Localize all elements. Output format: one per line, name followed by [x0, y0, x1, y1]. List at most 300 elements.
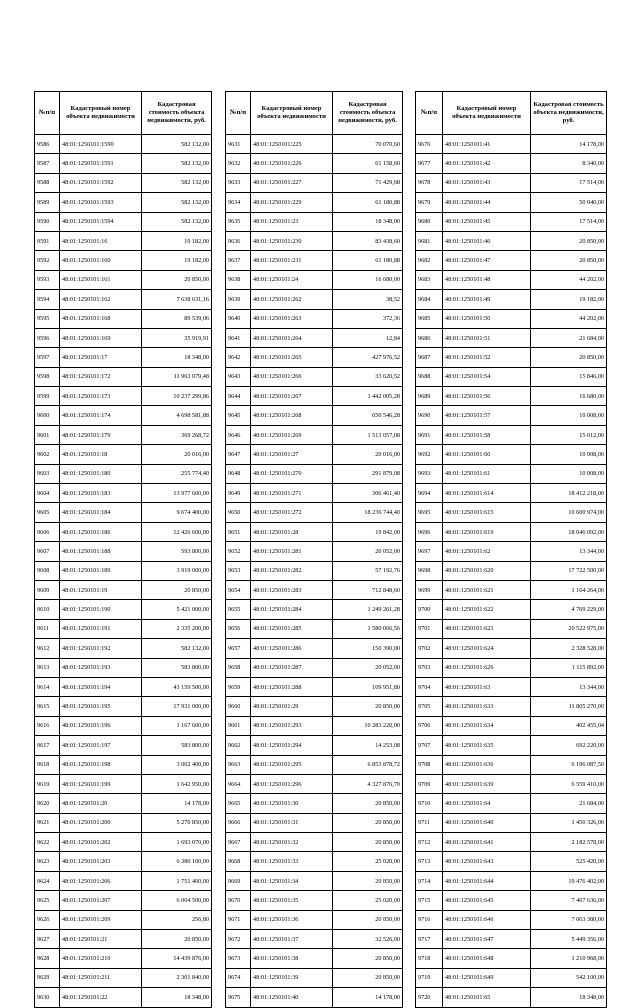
- row-number: 9648: [226, 464, 251, 483]
- cadastral-number: 48:01:1250101:60: [443, 445, 531, 464]
- table-row: [226, 522, 403, 541]
- table-row: [35, 445, 212, 464]
- cadastral-number: 48:01:1250101:286: [251, 639, 333, 658]
- cadastral-value: 20 850,00: [142, 270, 212, 289]
- cadastral-value: 10 008,00: [531, 464, 607, 483]
- cadastral-value: 6 380 100,00: [142, 852, 212, 871]
- cadastral-number: 48:01:1250101:54: [443, 367, 531, 386]
- cadastral-value: 4 698 581,88: [142, 406, 212, 425]
- row-number: 9659: [226, 677, 251, 696]
- table-row: [416, 193, 607, 212]
- row-number: 9614: [35, 677, 60, 696]
- table-row: [35, 542, 212, 561]
- cadastral-value: 3 002 400,00: [142, 755, 212, 774]
- table-row: [35, 794, 212, 813]
- cadastral-value: 17 514,00: [531, 173, 607, 192]
- cadastral-value: 1 693 070,00: [142, 833, 212, 852]
- cadastral-value: 109 951,80: [333, 677, 403, 696]
- cadastral-number: 48:01:1250101:169: [60, 328, 142, 347]
- table-row: [226, 212, 403, 231]
- row-number: 9714: [416, 871, 443, 890]
- cadastral-value: 10 008,00: [531, 445, 607, 464]
- cadastral-value: 5 449 356,00: [531, 930, 607, 949]
- cadastral-number: 48:01:1250101:282: [251, 561, 333, 580]
- cadastral-value: 369 268,72: [142, 425, 212, 444]
- cadastral-value: 582 132,00: [142, 154, 212, 173]
- cadastral-value: 542 100,00: [531, 968, 607, 987]
- table-row: [35, 619, 212, 638]
- cadastral-number: 48:01:1250101:16: [60, 231, 142, 250]
- cadastral-value: 20 850,00: [333, 813, 403, 832]
- table-row: [226, 968, 403, 987]
- table-row: [226, 930, 403, 949]
- header-cadastral: Кадастровый номер объекта недвижимости: [60, 92, 142, 135]
- row-number: 9711: [416, 813, 443, 832]
- table-row: [35, 852, 212, 871]
- cadastral-number: 48:01:1250101:28: [251, 522, 333, 541]
- row-number: 9640: [226, 309, 251, 328]
- cadastral-value: 427 976,52: [333, 348, 403, 367]
- row-number: 9690: [416, 406, 443, 425]
- table-row: [35, 736, 212, 755]
- cadastral-number: 48:01:1250101:281: [251, 542, 333, 561]
- table-row: [416, 212, 607, 231]
- cadastral-number: 48:01:1250101:44: [443, 193, 531, 212]
- cadastral-number: 48:01:1250101:269: [251, 425, 333, 444]
- cadastral-number: 48:01:1250101:1590: [60, 135, 142, 154]
- row-number: 9597: [35, 348, 60, 367]
- row-number: 9598: [35, 367, 60, 386]
- cadastral-value: 15 846,00: [531, 367, 607, 386]
- cadastral-value: 2 328 528,00: [531, 639, 607, 658]
- cadastral-number: 48:01:1250101:230: [251, 231, 333, 250]
- cadastral-number: 48:01:1250101:1591: [60, 154, 142, 173]
- cadastral-value: 5 421 000,00: [142, 600, 212, 619]
- cadastral-value: 43 159 500,00: [142, 677, 212, 696]
- table-row: [416, 173, 607, 192]
- table-row: [35, 658, 212, 677]
- row-number: 9632: [226, 154, 251, 173]
- row-number: 9701: [416, 619, 443, 638]
- cadastral-value: 6 004 500,00: [142, 891, 212, 910]
- cadastral-number: 48:01:1250101:64: [443, 794, 531, 813]
- table-row: [416, 309, 607, 328]
- table-row: [416, 968, 607, 987]
- cadastral-value: 10 008,00: [531, 406, 607, 425]
- table-row: [35, 484, 212, 503]
- cadastral-value: 20 522 975,00: [531, 619, 607, 638]
- cadastral-number: 48:01:1250101:645: [443, 891, 531, 910]
- row-number: 9637: [226, 251, 251, 270]
- row-number: 9652: [226, 542, 251, 561]
- table-row: [35, 968, 212, 987]
- table-row: [35, 561, 212, 580]
- table-row: [226, 774, 403, 793]
- row-number: 9685: [416, 309, 443, 328]
- row-number: 9703: [416, 658, 443, 677]
- row-number: 9593: [35, 270, 60, 289]
- cadastral-value: 17 931 000,00: [142, 697, 212, 716]
- cadastral-value: 5 270 850,00: [142, 813, 212, 832]
- row-number: 9702: [416, 639, 443, 658]
- cadastral-number: 48:01:1250101:209: [60, 910, 142, 929]
- row-number: 9667: [226, 833, 251, 852]
- cadastral-number: 48:01:1250101:20: [60, 794, 142, 813]
- cadastral-value: 10 600 974,00: [531, 503, 607, 522]
- cadastral-number: 48:01:1250101:38: [251, 949, 333, 968]
- row-number: 9611: [35, 619, 60, 638]
- table-row: [226, 367, 403, 386]
- cadastral-number: 48:01:1250101:615: [443, 503, 531, 522]
- row-number: 9589: [35, 193, 60, 212]
- table-header-row: [35, 92, 212, 135]
- table-body: [416, 135, 607, 1008]
- cadastral-value: 2 301 840,00: [142, 968, 212, 987]
- cadastral-value: 16 680,00: [531, 387, 607, 406]
- table-row: [35, 774, 212, 793]
- table-row: [416, 135, 607, 154]
- table-row: [226, 697, 403, 716]
- row-number: 9696: [416, 522, 443, 541]
- cadastral-value: 13 977 600,00: [142, 484, 212, 503]
- cadastral-number: 48:01:1250101:211: [60, 968, 142, 987]
- cadastral-value: 18 046 092,00: [531, 522, 607, 541]
- cadastral-number: 48:01:1250101:24: [251, 270, 333, 289]
- table-row: [416, 988, 607, 1007]
- cadastral-number: 48:01:1250101:18: [60, 445, 142, 464]
- table-row: [226, 677, 403, 696]
- cadastral-number: 48:01:1250101:41: [443, 135, 531, 154]
- cadastral-value: 692 220,00: [531, 736, 607, 755]
- cadastral-number: 48:01:1250101:622: [443, 600, 531, 619]
- table-row: [226, 328, 403, 347]
- table-row: [416, 600, 607, 619]
- cadastral-number: 48:01:1250101:636: [443, 755, 531, 774]
- row-number: 9628: [35, 949, 60, 968]
- row-number: 9624: [35, 871, 60, 890]
- row-number: 9719: [416, 968, 443, 987]
- row-number: 9709: [416, 774, 443, 793]
- table-row: [226, 270, 403, 289]
- cadastral-number: 48:01:1250101:1592: [60, 173, 142, 192]
- row-number: 9697: [416, 542, 443, 561]
- cadastral-value: 13 344,00: [531, 542, 607, 561]
- cadastral-number: 48:01:1250101:264: [251, 328, 333, 347]
- cadastral-number: 48:01:1250101:172: [60, 367, 142, 386]
- cadastral-value: 20 850,00: [333, 833, 403, 852]
- cadastral-number: 48:01:1250101:283: [251, 580, 333, 599]
- row-number: 9684: [416, 290, 443, 309]
- table-row: [416, 270, 607, 289]
- cadastral-value: 10 283 220,00: [333, 716, 403, 735]
- table-row: [226, 464, 403, 483]
- table-row: [416, 852, 607, 871]
- cadastral-number: 48:01:1250101:168: [60, 309, 142, 328]
- row-number: 9688: [416, 367, 443, 386]
- cadastral-value: 19 182,00: [142, 231, 212, 250]
- table-row: [226, 736, 403, 755]
- cadastral-number: 48:01:1250101:65: [443, 988, 531, 1007]
- row-number: 9653: [226, 561, 251, 580]
- row-number: 9699: [416, 580, 443, 599]
- cadastral-value: 712 848,60: [333, 580, 403, 599]
- cadastral-value: 89 539,06: [142, 309, 212, 328]
- cadastral-number: 48:01:1250101:231: [251, 251, 333, 270]
- cadastral-number: 48:01:1250101:649: [443, 968, 531, 987]
- cadastral-number: 48:01:1250101:266: [251, 367, 333, 386]
- cadastral-number: 48:01:1250101:193: [60, 658, 142, 677]
- row-number: 9586: [35, 135, 60, 154]
- cadastral-value: 61 180,88: [333, 193, 403, 212]
- cadastral-value: 20 850,00: [333, 794, 403, 813]
- cadastral-value: 7 063 380,00: [531, 910, 607, 929]
- cadastral-value: 50 040,00: [531, 193, 607, 212]
- cadastral-value: 20 016,00: [142, 445, 212, 464]
- cadastral-number: 48:01:1250101:48: [443, 270, 531, 289]
- row-number: 9612: [35, 639, 60, 658]
- cadastral-value: 525 420,00: [531, 852, 607, 871]
- cadastral-value: 44 202,00: [531, 270, 607, 289]
- table-body: [35, 135, 212, 1008]
- cadastral-value: 83 438,60: [333, 231, 403, 250]
- cadastral-value: 13 344,00: [531, 677, 607, 696]
- cadastral-value: 6 853 878,72: [333, 755, 403, 774]
- cadastral-value: 12,84: [333, 328, 403, 347]
- header-cadastral: Кадастровый номер объекта недвижимости: [443, 92, 531, 135]
- cadastral-value: 19 842,00: [333, 522, 403, 541]
- table-row: [226, 425, 403, 444]
- cadastral-number: 48:01:1250101:188: [60, 542, 142, 561]
- table-header-row: [416, 92, 607, 135]
- row-number: 9655: [226, 600, 251, 619]
- row-number: 9715: [416, 891, 443, 910]
- cadastral-number: 48:01:1250101:196: [60, 716, 142, 735]
- table-row: [416, 251, 607, 270]
- cadastral-number: 48:01:1250101:46: [443, 231, 531, 250]
- cadastral-value: 1 450 326,00: [531, 813, 607, 832]
- cadastral-number: 48:01:1250101:47: [443, 251, 531, 270]
- table-row: [35, 328, 212, 347]
- row-number: 9643: [226, 367, 251, 386]
- cadastral-number: 48:01:1250101:620: [443, 561, 531, 580]
- table-row: [226, 619, 403, 638]
- cadastral-number: 48:01:1250101:190: [60, 600, 142, 619]
- cadastral-number: 48:01:1250101:161: [60, 270, 142, 289]
- cadastral-number: 48:01:1250101:179: [60, 425, 142, 444]
- cadastral-number: 48:01:1250101:265: [251, 348, 333, 367]
- table-row: [226, 852, 403, 871]
- cadastral-number: 48:01:1250101:198: [60, 755, 142, 774]
- cadastral-value: 16 680,00: [333, 270, 403, 289]
- table-row: [416, 833, 607, 852]
- cadastral-value: 44 202,00: [531, 309, 607, 328]
- cadastral-number: 48:01:1250101:648: [443, 949, 531, 968]
- table-row: [416, 522, 607, 541]
- cadastral-value: 61 180,88: [333, 251, 403, 270]
- row-number: 9700: [416, 600, 443, 619]
- table-row: [226, 173, 403, 192]
- cadastral-number: 48:01:1250101:186: [60, 522, 142, 541]
- row-number: 9677: [416, 154, 443, 173]
- cadastral-value: 2 182 578,00: [531, 833, 607, 852]
- row-number: 9617: [35, 736, 60, 755]
- cadastral-number: 48:01:1250101:203: [60, 852, 142, 871]
- table-row: [226, 716, 403, 735]
- cadastral-value: 7 638 631,16: [142, 290, 212, 309]
- row-number: 9603: [35, 464, 60, 483]
- table-row: [416, 231, 607, 250]
- row-number: 9605: [35, 503, 60, 522]
- table-row: [35, 988, 212, 1007]
- table-row: [416, 348, 607, 367]
- cadastral-value: 11 805 270,00: [531, 697, 607, 716]
- cadastral-value: 306 461,40: [333, 484, 403, 503]
- table-row: [226, 445, 403, 464]
- cadastral-value: 18 348,00: [142, 348, 212, 367]
- row-number: 9613: [35, 658, 60, 677]
- row-number: 9713: [416, 852, 443, 871]
- cadastral-number: 48:01:1250101:174: [60, 406, 142, 425]
- cadastral-value: 291 879,08: [333, 464, 403, 483]
- row-number: 9656: [226, 619, 251, 638]
- cadastral-value: 14 178,00: [142, 794, 212, 813]
- table-row: [226, 949, 403, 968]
- row-number: 9680: [416, 212, 443, 231]
- row-number: 9641: [226, 328, 251, 347]
- cadastral-number: 48:01:1250101:267: [251, 387, 333, 406]
- cadastral-number: 48:01:1250101:34: [251, 871, 333, 890]
- cadastral-value: 1 751 400,00: [142, 871, 212, 890]
- cadastral-value: 256,80: [142, 910, 212, 929]
- cadastral-table-3: [415, 91, 607, 1008]
- cadastral-value: 20 850,00: [142, 930, 212, 949]
- row-number: 9626: [35, 910, 60, 929]
- row-number: 9634: [226, 193, 251, 212]
- table-row: [416, 387, 607, 406]
- cadastral-number: 48:01:1250101:619: [443, 522, 531, 541]
- cadastral-number: 48:01:1250101:57: [443, 406, 531, 425]
- row-number: 9647: [226, 445, 251, 464]
- cadastral-value: 150 390,00: [333, 639, 403, 658]
- cadastral-value: 4 327 876,70: [333, 774, 403, 793]
- row-number: 9692: [416, 445, 443, 464]
- cadastral-value: 1 210 968,00: [531, 949, 607, 968]
- cadastral-value: 1 167 600,00: [142, 716, 212, 735]
- row-number: 9712: [416, 833, 443, 852]
- row-number: 9660: [226, 697, 251, 716]
- row-number: 9650: [226, 503, 251, 522]
- row-number: 9694: [416, 484, 443, 503]
- table-row: [35, 580, 212, 599]
- cadastral-value: 582 132,00: [142, 135, 212, 154]
- table-row: [416, 716, 607, 735]
- cadastral-number: 48:01:1250101:49: [443, 290, 531, 309]
- table-row: [416, 580, 607, 599]
- cadastral-number: 48:01:1250101:621: [443, 580, 531, 599]
- cadastral-number: 48:01:1250101:191: [60, 619, 142, 638]
- cadastral-value: 12 426 600,00: [142, 522, 212, 541]
- cadastral-value: 2 335 200,00: [142, 619, 212, 638]
- cadastral-value: 32 526,00: [333, 930, 403, 949]
- table-row: [416, 425, 607, 444]
- table-row: [226, 135, 403, 154]
- cadastral-number: 48:01:1250101:284: [251, 600, 333, 619]
- cadastral-value: 18 412 218,00: [531, 484, 607, 503]
- cadastral-number: 48:01:1250101:263: [251, 309, 333, 328]
- row-number: 9602: [35, 445, 60, 464]
- cadastral-number: 48:01:1250101:227: [251, 173, 333, 192]
- cadastral-number: 48:01:1250101:262: [251, 290, 333, 309]
- cadastral-number: 48:01:1250101:43: [443, 173, 531, 192]
- cadastral-number: 48:01:1250101:40: [251, 988, 333, 1007]
- table-row: [226, 600, 403, 619]
- cadastral-number: 48:01:1250101:623: [443, 619, 531, 638]
- cadastral-number: 48:01:1250101:626: [443, 658, 531, 677]
- cadastral-number: 48:01:1250101:45: [443, 212, 531, 231]
- table-row: [226, 503, 403, 522]
- row-number: 9710: [416, 794, 443, 813]
- table-row: [226, 251, 403, 270]
- table-row: [416, 930, 607, 949]
- row-number: 9590: [35, 212, 60, 231]
- cadastral-value: 18 348,00: [142, 988, 212, 1007]
- cadastral-number: 48:01:1250101:30: [251, 794, 333, 813]
- cadastral-value: 1 164 264,00: [531, 580, 607, 599]
- row-number: 9630: [35, 988, 60, 1007]
- row-number: 9704: [416, 677, 443, 696]
- row-number: 9657: [226, 639, 251, 658]
- row-number: 9621: [35, 813, 60, 832]
- cadastral-number: 48:01:1250101:210: [60, 949, 142, 968]
- cadastral-value: 582 132,00: [142, 173, 212, 192]
- row-number: 9651: [226, 522, 251, 541]
- table-row: [416, 736, 607, 755]
- cadastral-value: 18 348,00: [333, 212, 403, 231]
- header-num: №п/п: [35, 92, 60, 135]
- cadastral-number: 48:01:1250101:268: [251, 406, 333, 425]
- row-number: 9639: [226, 290, 251, 309]
- table-row: [35, 173, 212, 192]
- table-row: [416, 774, 607, 793]
- cadastral-value: 17 722 500,00: [531, 561, 607, 580]
- table-row: [226, 910, 403, 929]
- cadastral-number: 48:01:1250101:225: [251, 135, 333, 154]
- cadastral-number: 48:01:1250101:197: [60, 736, 142, 755]
- table-row: [226, 484, 403, 503]
- table-row: [35, 677, 212, 696]
- row-number: 9616: [35, 716, 60, 735]
- cadastral-number: 48:01:1250101:624: [443, 639, 531, 658]
- row-number: 9698: [416, 561, 443, 580]
- table-row: [226, 348, 403, 367]
- cadastral-number: 48:01:1250101:23: [251, 212, 333, 231]
- row-number: 9673: [226, 949, 251, 968]
- cadastral-number: 48:01:1250101:285: [251, 619, 333, 638]
- cadastral-number: 48:01:1250101:21: [60, 930, 142, 949]
- cadastral-value: 38,52: [333, 290, 403, 309]
- row-number: 9672: [226, 930, 251, 949]
- row-number: 9706: [416, 716, 443, 735]
- cadastral-number: 48:01:1250101:50: [443, 309, 531, 328]
- cadastral-value: 11 963 079,48: [142, 367, 212, 386]
- table-row: [226, 833, 403, 852]
- cadastral-value: 21 684,00: [531, 794, 607, 813]
- row-number: 9619: [35, 774, 60, 793]
- table-row: [35, 503, 212, 522]
- table-row: [35, 251, 212, 270]
- cadastral-number: 48:01:1250101:56: [443, 387, 531, 406]
- row-number: 9615: [35, 697, 60, 716]
